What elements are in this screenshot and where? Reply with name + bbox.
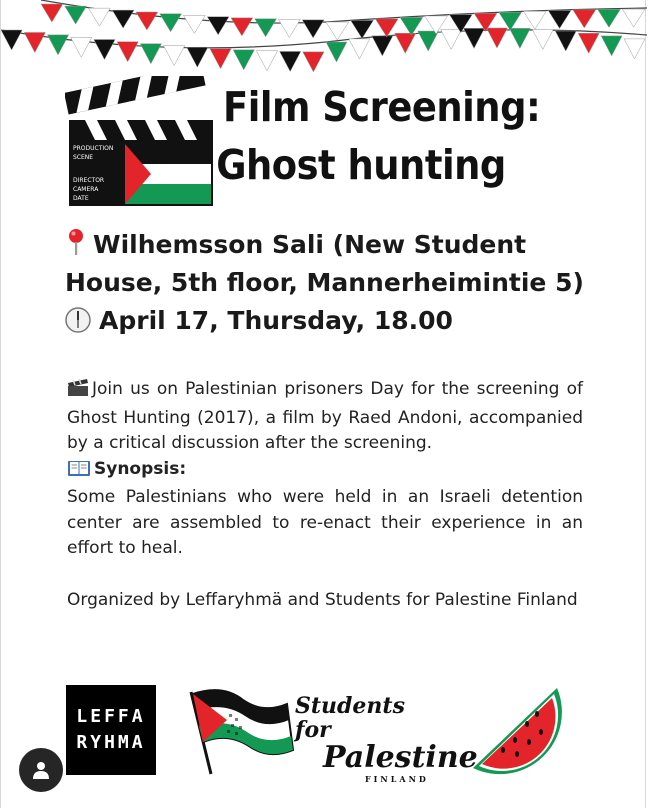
bunting-pennant — [280, 51, 301, 71]
leffa-line-2: RYHMA — [76, 732, 146, 753]
clapper-label: PRODUCTION — [73, 145, 114, 152]
bunting-pennant — [464, 28, 485, 48]
bunting-pennant — [532, 29, 553, 49]
bunting-pennant — [233, 50, 254, 70]
bunting-pennant — [160, 14, 182, 32]
book-icon — [67, 459, 91, 486]
location-line-2: House, 5th floor, Mannerheimintie 5) — [65, 268, 584, 297]
synopsis-text: Some Palestinians who were held in an Israeli detention center are assembled to re-enact their experience in an effort to heal. — [67, 487, 583, 558]
bunting-pennant — [136, 12, 158, 30]
bunting-pennant — [24, 32, 45, 52]
location-row — [65, 226, 605, 264]
bunting-pennant — [255, 19, 277, 37]
bunting-pennant — [548, 10, 571, 28]
bunting-pennant — [71, 37, 92, 57]
pin-icon — [65, 228, 87, 256]
bunting-pennant — [418, 31, 439, 51]
synopsis-label: Synopsis: — [94, 458, 187, 479]
sfp-line-3: FINLAND — [365, 774, 429, 784]
bunting-pennant — [441, 29, 462, 49]
leffaryhma-logo — [66, 685, 156, 775]
bunting-pennant — [487, 28, 508, 48]
bunting-pennant — [164, 46, 185, 66]
bunting-pennant — [326, 42, 347, 62]
clock-icon — [65, 306, 91, 332]
bunting-pennant — [94, 40, 115, 60]
organizers-text: Organized by Leffaryhmä and Students for Palestine Finland — [67, 589, 578, 610]
datetime-row — [65, 302, 605, 340]
bunting-pennant — [47, 35, 68, 55]
title-line-2: Ghost hunting — [216, 141, 506, 189]
bunting-pennant — [210, 49, 231, 69]
bunting-pennant — [41, 4, 63, 22]
bunting-pennant — [303, 52, 324, 72]
watermelon-icon — [467, 684, 571, 784]
clapper-label: DATE — [73, 195, 89, 202]
bunting-pennant — [65, 6, 87, 24]
intro-paragraph — [67, 377, 583, 457]
event-info — [65, 226, 605, 340]
bunting-pennant — [140, 44, 161, 64]
bunting-pennant — [187, 47, 208, 67]
bunting-pennant — [1, 30, 22, 50]
bunting-pennant — [573, 10, 596, 28]
bunting-pennant — [395, 33, 416, 53]
bunting-pennant — [509, 28, 530, 48]
intro-text: Join us on Palestinian prisoners Day for the screening of Ghost Hunting (2017), a film by Raed Andoni, accompanied by a critical discussion after the screening. — [67, 379, 583, 453]
bunting-pennant — [207, 17, 229, 35]
bunting-pennant — [499, 12, 522, 30]
event-datetime: April 17, Thursday, 18.00 — [99, 306, 453, 335]
bunting-pennant — [578, 33, 599, 53]
bunting-pennant — [555, 31, 576, 51]
bunting-pennant — [624, 39, 645, 59]
clapper-label: DIRECTOR — [73, 177, 105, 184]
event-description — [67, 377, 583, 613]
bunting-pennant — [372, 36, 393, 56]
clapper-label: CAMERA — [73, 186, 99, 193]
bunting-pennant — [256, 51, 277, 71]
bunting-pennant — [524, 11, 547, 29]
bunting-pennant — [349, 39, 370, 59]
clapperboard-icon — [65, 76, 215, 208]
bunting-pennant — [622, 9, 645, 27]
bunting-pennant — [231, 18, 253, 36]
synopsis-heading — [67, 457, 583, 486]
bunting-pennant — [184, 15, 206, 33]
bunting-pennant — [117, 42, 138, 62]
clapper-icon — [67, 378, 89, 406]
page-title — [216, 78, 541, 194]
bunting-pennant — [351, 20, 374, 38]
bunting-pennant — [89, 8, 111, 26]
bunting-pennant — [326, 22, 349, 40]
location-line-1: Wilhemsson Sali (New Student — [93, 230, 527, 259]
leffa-line-1: LEFFA — [76, 706, 146, 727]
students-for-palestine-logo — [295, 693, 478, 784]
bunting-pennant — [279, 19, 301, 37]
sfp-line-2: Palestine — [323, 740, 478, 775]
sponsor-logos — [1, 680, 647, 790]
flag-bunting-decoration — [1, 0, 647, 75]
user-avatar-icon[interactable] — [19, 748, 63, 792]
palestine-flag-icon — [183, 684, 295, 776]
bunting-pennant — [375, 19, 398, 37]
bunting-pennant — [302, 20, 324, 38]
title-line-1: Film Screening: — [223, 83, 541, 131]
sfp-line-1: Students for — [295, 693, 405, 743]
bunting-pennant — [601, 36, 622, 56]
bunting-pennant — [112, 10, 134, 28]
clapper-label: SCENE — [73, 154, 94, 161]
bunting-pennant — [598, 9, 621, 27]
